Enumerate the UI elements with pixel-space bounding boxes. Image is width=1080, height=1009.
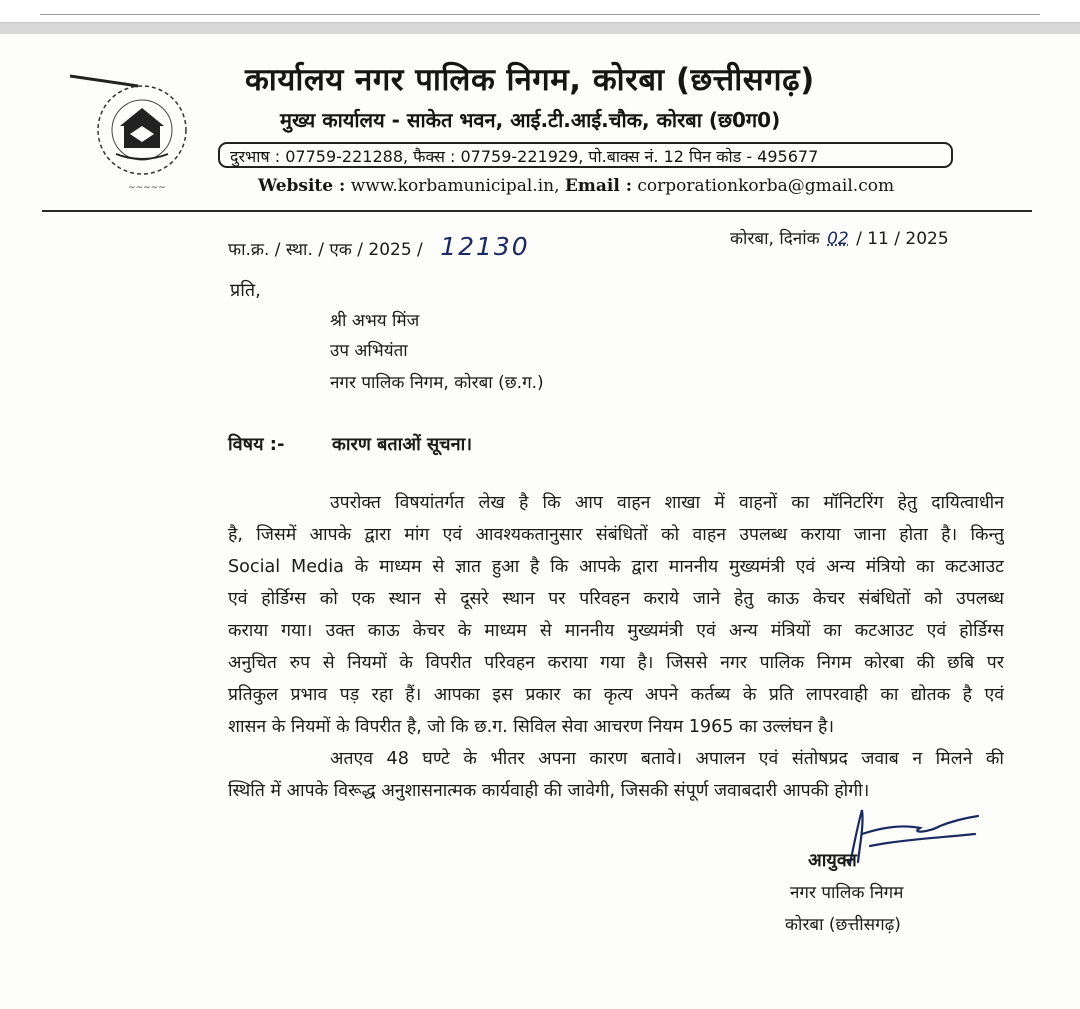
office-contact-box: दुरभाष : 07759-221288, फैक्स : 07759-221929, पो.बाक्स नं. 12 पिन कोड - 495677 — [218, 142, 953, 168]
signatory-org: नगर पालिक निगम — [790, 883, 904, 903]
recipient-name: श्री अभय मिंज — [330, 311, 420, 331]
recipient-salutation: प्रति, — [230, 280, 261, 301]
email-label: Email : — [564, 176, 632, 196]
date-rest: / 11 / 2025 — [856, 229, 949, 249]
body-line: प्रतिकुल प्रभाव पड़ रहा हैं। आपका इस प्रकार का कृत्य अपने कर्तब्य के प्रति लापरवाही का द्योतक है एवं — [228, 685, 1004, 705]
corporation-seal-icon — [68, 68, 203, 198]
subject-text: कारण बताओं सूचना। — [332, 434, 473, 455]
recipient-office: नगर पालिक निगम, कोरबा (छ.ग.) — [330, 373, 544, 393]
date-line — [730, 226, 949, 249]
letter-page — [0, 34, 1080, 1009]
subject-label: विषय :- — [228, 434, 285, 455]
svg-text:~~~~~: ~~~~~ — [128, 183, 166, 193]
body-line: उपरोक्त विषयांतर्गत लेख है कि आप वाहन शाखा में वाहनों का मॉनिटरिंग हेतु दायित्वाधीन — [330, 493, 1004, 513]
office-title: कार्यालय नगर पालिक निगम, कोरबा (छत्तीसगढ़) — [245, 62, 815, 98]
signatory-title: आयुक्त — [808, 850, 857, 871]
signatory-city: कोरबा (छत्तीसगढ़) — [785, 915, 901, 935]
recipient-designation: उप अभियंता — [330, 341, 408, 361]
date-prefix: कोरबा, दिनांक — [730, 229, 820, 249]
body-line: है, जिसमें आपके द्वारा मांग एवं आवश्यकतानुसार संबंधितों को वाहन उपलब्ध कराया जाना होता है। किन्तु — [228, 525, 1004, 545]
reference-line — [228, 232, 530, 261]
previous-page-edge — [0, 0, 1080, 23]
email-link[interactable]: corporationkorba@gmail.com — [637, 176, 895, 196]
website-email-line — [258, 176, 894, 196]
reference-prefix: फा.क्र. / स्था. / एक / 2025 / — [228, 240, 423, 260]
date-day-handwritten: 02 — [827, 229, 849, 249]
office-address: मुख्य कार्यालय - साकेत भवन, आई.टी.आई.चौक, कोरबा (छ0ग0) — [280, 108, 781, 132]
body-line: अतएव 48 घण्टे के भीतर अपना कारण बतावे। अपालन एवं संतोषप्रद जवाब न मिलने की — [330, 749, 1004, 769]
reference-number-handwritten: 12130 — [440, 232, 530, 261]
body-line: एवं होर्डिग्स को एक स्थान से दूसरे स्थान पर परिवहन कराये जाने हेतु काऊ केचर संबंधितों को उपलब्ध — [228, 589, 1004, 609]
body-line: स्थिति में आपके विरूद्ध अनुशासनात्मक कार्यवाही की जावेगी, जिसकी संपूर्ण जवाबदारी आपकी होगी। — [228, 781, 870, 801]
body-line: Social Media के माध्यम से ज्ञात हुआ है कि आपके द्वारा माननीय मुख्यमंत्री एवं अन्य मंत्रियो का कटआउट — [228, 557, 1004, 577]
previous-page-rule — [40, 14, 1040, 15]
body-line: कराया गया। उक्त काऊ केचर के माध्यम से माननीय मुख्यमंत्री एवं अन्य मंत्रियों का कटआउट एवं होर्डिग्स — [228, 621, 1004, 641]
header-divider — [42, 210, 1032, 212]
body-line: अनुचित रुप से नियमों के विपरीत परिवहन कराया गया है। जिससे नगर पालिक निगम कोरबा की छबि पर — [228, 653, 1004, 673]
website-link[interactable]: www.korbamunicipal.in, — [350, 176, 560, 196]
commissioner-signature — [840, 804, 985, 874]
body-line: शासन के नियमों के विपरीत है, जो कि छ.ग. सिविल सेवा आचरण नियम 1965 का उल्लंघन है। — [228, 717, 835, 737]
website-label: Website : — [258, 176, 346, 196]
